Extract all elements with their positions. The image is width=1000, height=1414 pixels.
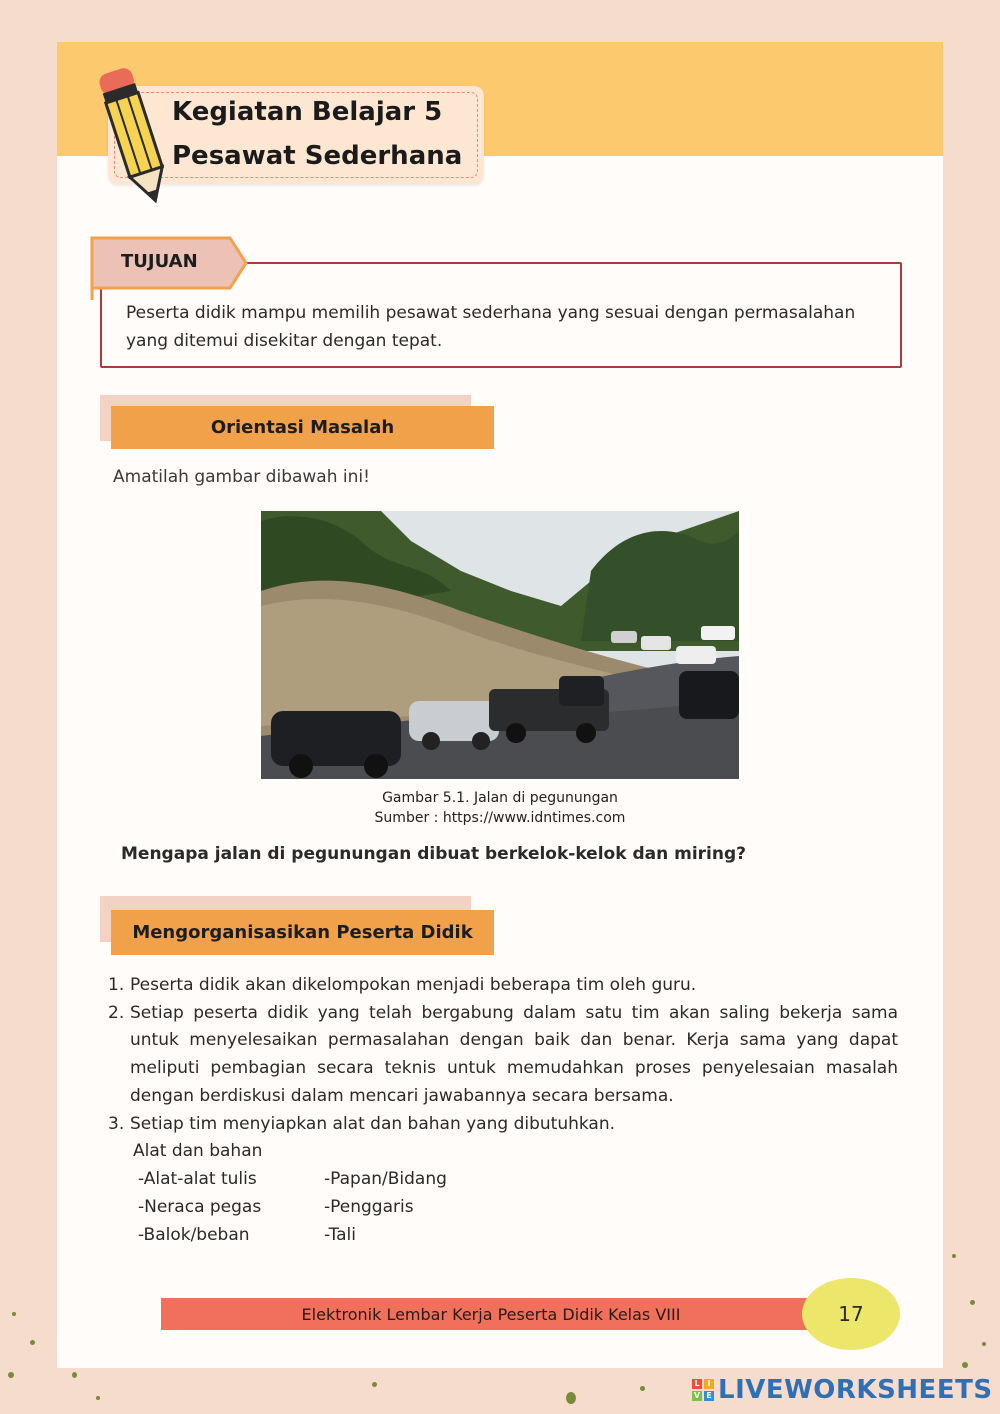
lesson-title: Kegiatan Belajar 5 (172, 97, 443, 127)
list-number: 1. (108, 975, 125, 995)
decor-speck (952, 1254, 956, 1258)
page-number: 17 (802, 1278, 900, 1350)
list-number: 3. (108, 1113, 125, 1134)
decor-speck (30, 1340, 35, 1345)
decor-speck (962, 1362, 968, 1368)
tool-item: -Balok/beban (138, 1225, 250, 1245)
tool-item: -Alat-alat tulis (138, 1169, 257, 1189)
decor-speck (8, 1372, 14, 1378)
list-text: Peserta didik akan dikelompokan menjadi beberapa tim oleh guru. (130, 975, 697, 995)
problem-question: Mengapa jalan di pegunungan dibuat berkelok-kelok dan miring? (121, 844, 746, 864)
instruction-text: Amatilah gambar dibawah ini! (113, 467, 370, 487)
tool-item: -Tali (324, 1225, 357, 1245)
liveworksheets-text: LIVEWORKSHEETS (718, 1375, 993, 1405)
decor-speck (640, 1386, 645, 1391)
tools-heading: Alat dan bahan (133, 1141, 263, 1161)
decor-speck (982, 1342, 986, 1346)
tool-item: -Papan/Bidang (324, 1169, 447, 1189)
tools-section (133, 1137, 504, 1249)
pencil-icon (88, 58, 180, 218)
organisasi-header: Mengorganisasikan Peserta Didik (111, 910, 494, 955)
tools-grid (138, 1165, 504, 1249)
liveworksheets-mark: L I V E (692, 1379, 714, 1401)
tool-item: -Penggaris (324, 1197, 414, 1217)
decor-speck (72, 1372, 77, 1378)
decor-speck (12, 1312, 16, 1316)
decor-speck (96, 1396, 100, 1400)
tool-item: -Neraca pegas (138, 1197, 262, 1217)
list-text: Setiap peserta didik yang telah bergabung dalam satu tim akan saling bekerja sama untuk menyelesaikan permasalahan dengan baik dan benar. Kerja sama yang dapat meliputi pembagian secara teknis untuk memudahkan proses penyelesaian masalah dengan berdiskusi dalam mencari jawabannya secara bersama. (130, 1002, 898, 1106)
footer-bar: Elektronik Lembar Kerja Peserta Didik Kelas VIII (161, 1298, 821, 1330)
list-item (108, 1000, 898, 1111)
lesson-subtitle: Pesawat Sederhana (172, 141, 463, 171)
organisasi-list (108, 972, 898, 1138)
orientasi-header: Orientasi Masalah (111, 406, 494, 449)
liveworksheets-logo (692, 1376, 993, 1404)
decor-speck (372, 1382, 377, 1387)
decor-speck (566, 1392, 576, 1404)
mountain-road-photo (261, 511, 739, 779)
list-item (108, 1111, 898, 1139)
figure-source: Sumber : https://www.idntimes.com (374, 810, 626, 826)
list-text: Setiap tim menyiapkan alat dan bahan yang dibutuhkan. (130, 1113, 616, 1134)
tujuan-label: TUJUAN (121, 251, 198, 272)
figure-caption: Gambar 5.1. Jalan di pegunungan (382, 790, 618, 806)
list-item (108, 972, 898, 1000)
list-number: 2. (108, 1002, 125, 1023)
tujuan-text: Peserta didik mampu memilih pesawat sederhana yang sesuai dengan permasalahan yang ditemui disekitar dengan tepat. (126, 303, 856, 351)
decor-speck (970, 1300, 975, 1305)
